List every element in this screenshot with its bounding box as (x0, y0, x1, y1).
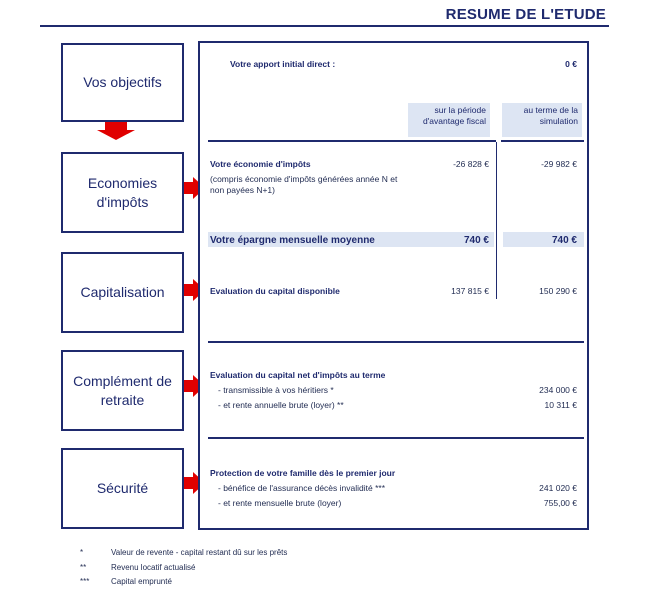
divider (208, 140, 496, 142)
objective-box-securite (61, 448, 184, 529)
title-underline (40, 25, 609, 27)
capital-period-value: 137 815 € (451, 286, 489, 296)
securite-line2-label: - et rente mensuelle brute (loyer) (218, 498, 342, 508)
footnote-text: Valeur de revente - capital restant dû sur les prêts (111, 548, 288, 557)
retraite-label: Evaluation du capital net d'impôts au terme (210, 370, 386, 380)
summary-panel (198, 41, 589, 530)
retraite-line1-label: - transmissible à vos héritiers * (218, 385, 334, 395)
objective-box-retraite (61, 350, 184, 431)
footnote-mark: *** (80, 577, 90, 586)
divider (208, 341, 584, 343)
securite-line1-value: 241 020 € (539, 483, 577, 493)
securite-line2-value: 755,00 € (543, 498, 577, 508)
apport-label: Votre apport initial direct : (230, 59, 336, 69)
objective-label: Capitalisation (80, 284, 165, 300)
capital-label: Evaluation du capital disponible (210, 286, 340, 296)
securite-label: Protection de votre famille dès le premier jour (210, 468, 396, 478)
impots-term-value: -29 982 € (541, 159, 577, 169)
securite-line1-label: - bénéfice de l'assurance décès invalidité *** (218, 483, 385, 493)
retraite-line2-label: - et rente annuelle brute (loyer) ** (218, 400, 344, 410)
retraite-line1-value: 234 000 € (539, 385, 577, 395)
capital-term-value: 150 290 € (539, 286, 577, 296)
epargne-term-value: 740 € (551, 235, 577, 246)
objective-label: Sécurité (96, 480, 149, 496)
impots-period-value: -26 828 € (453, 159, 489, 169)
impots-note: (compris économie d'impôts générées année N et non payées N+1) (210, 174, 398, 195)
objective-box-capitalisation (61, 252, 184, 333)
impots-label: Votre économie d'impôts (210, 159, 311, 169)
apport-value: 0 € (565, 59, 577, 69)
divider (501, 140, 584, 142)
footnote-mark: * (80, 548, 84, 557)
epargne-label: Votre épargne mensuelle moyenne (210, 235, 375, 246)
column-divider (496, 142, 497, 299)
objective-box-impots (61, 152, 184, 233)
footnote-mark: ** (80, 563, 87, 572)
column-header-period: sur la période d'avantage fiscal (408, 103, 490, 137)
objective-label: Economies d'impôts (87, 174, 158, 210)
retraite-line2-value: 10 311 € (544, 400, 577, 410)
footnote-text: Capital emprunté (111, 577, 172, 586)
column-header-term: au terme de la simulation (502, 103, 582, 137)
epargne-period-value: 740 € (463, 235, 489, 246)
objective-label: Complément de retraite (73, 372, 172, 408)
page-title: RESUME DE L'ETUDE (445, 6, 606, 23)
divider (208, 437, 584, 439)
objective-box-objectifs (61, 43, 184, 122)
footnote-text: Revenu locatif actualisé (111, 563, 196, 572)
objective-label: Vos objectifs (83, 74, 162, 90)
